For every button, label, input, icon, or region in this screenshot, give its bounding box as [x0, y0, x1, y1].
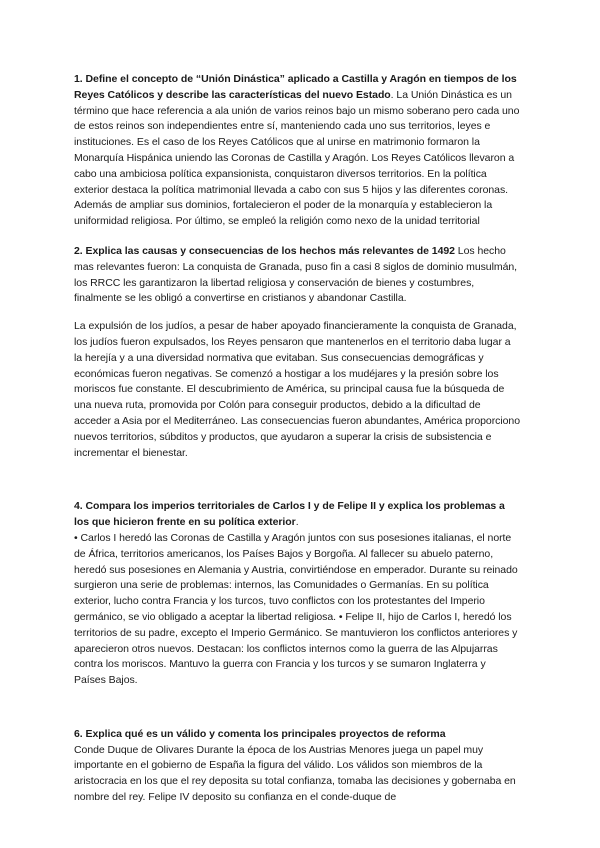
- question-2-heading: 2. Explica las causas y consecuencias de los hechos más relevantes de 1492: [74, 244, 455, 257]
- document-page: [74, 72, 520, 806]
- section-1: [74, 72, 520, 230]
- question-4-heading: 4. Compara los imperios territoriales de Carlos I y de Felipe II y explica los problemas a los que hicieron frente en su política exterior: [74, 500, 505, 529]
- answer-2-text-2: La expulsión de los judíos, a pesar de haber apoyado financieramente la conquista de Granada, los judíos fueron expulsados, los Reyes pensaron que mantenerlos en el territorio daba lugar a la herejía y a una diversidad normativa que evitaban. Sus consecuencias demográficas y económicas fueron negativas. Se comenzó a hostigar a los mudéjares y la presión sobre los moriscos fue constante. El descubrimiento de América, su principal causa fue la búsqueda de una nueva ruta, promovida por Colón para conseguir productos, debido a la dificultad de acceder a Asia por el Mediterráneo. Las consecuencias fueron abundantes, América proporciono nuevos territorios, súbditos y productos, que ayudaron a superar la crisis de subsistencia e incrementar el bienestar.: [74, 320, 521, 459]
- question-6-heading: 6. Explica qué es un válido y comenta los principales proyectos de reforma: [74, 727, 446, 740]
- section-6: [74, 727, 520, 806]
- question-1-heading: 1. Define el concepto de “Unión Dinástica” aplicado a Castilla y Aragón en tiempos de los Reyes Católicos y describe las características del nuevo Estado: [74, 73, 517, 101]
- section-2: [74, 244, 520, 307]
- answer-4-text: • Carlos I heredó las Coronas de Castilla y Aragón juntos con sus posesiones italianas, el norte de África, territorios americanos, los Países Bajos y Borgoña. Al fallecer su abuelo paterno, heredó sus posesiones en Alemania y Austria, convirtiéndose en emperador. Durante su reinado surgieron una serie de problemas: internos, las Comunidades o Germanías. En su política exterior, lucho contra Francia y los turcos, tuvo conflictos con los protestantes del Imperio germánico, se vio obligado a aceptar la libertad religiosa. • Felipe II, hijo de Carlos I, heredó los territorios de su padre, excepto el Imperio Germánico. Se mantuvieron los conflictos anteriores y aparecieron otros nuevos. Destacan: los conflictos internos como la guerra de las Alpujarras contra los moriscos. Mantuvo la guerra con Francia y los turcos y se sumaron Inglaterra y Países Bajos.: [74, 531, 518, 687]
- answer-1-text: . La Unión Dinástica es un término que hace referencia a ala unión de varios reinos bajo un mismo soberano pero cada uno de estos reinos son independientes entre sí, manteniendo cada uno sus territorios, leyes e instituciones. Es el caso de los Reyes Católicos que al unirse en matrimonio formaron la Monarquía Hispánica uniendo las Coronas de Castilla y Aragón. Los Reyes Católicos llevaron a cabo una ambiciosa política expansionista, conquistaron diversos territorios. En la política exterior destaca la política matrimonial llevada a cabo con sus 5 hijos y las diferentes coronas. Además de ampliar sus dominios, fortalecieron el poder de la monarquía y establecieron la uniformidad religiosa. Por último, se empleó la religión como nexo de la unidad territorial: [74, 88, 520, 228]
- answer-2-text: Los hecho mas relevantes fueron: La conquista de Granada, puso fin a casi 8 siglos de dominio musulmán, los RRCC les garantizaron la libertad religiosa y conservación de bienes y costumbres, finalmente se les obligó a convertirse en cristianos y abandonar Castilla.: [74, 244, 518, 305]
- section-4: [74, 499, 520, 689]
- answer-6-text: Conde Duque de Olivares Durante la época de los Austrias Menores juega un papel muy importante en el gobierno de España la figura del válido. Los válidos son miembros de la aristocracia en los que el rey deposita su total confianza, tomaba las decisiones y gobernaba en nombre del rey. Felipe IV deposito su confianza en el conde-duque de: [74, 743, 516, 804]
- question-4-heading-end: .: [295, 516, 299, 529]
- section-2-paragraph-2: [74, 319, 520, 461]
